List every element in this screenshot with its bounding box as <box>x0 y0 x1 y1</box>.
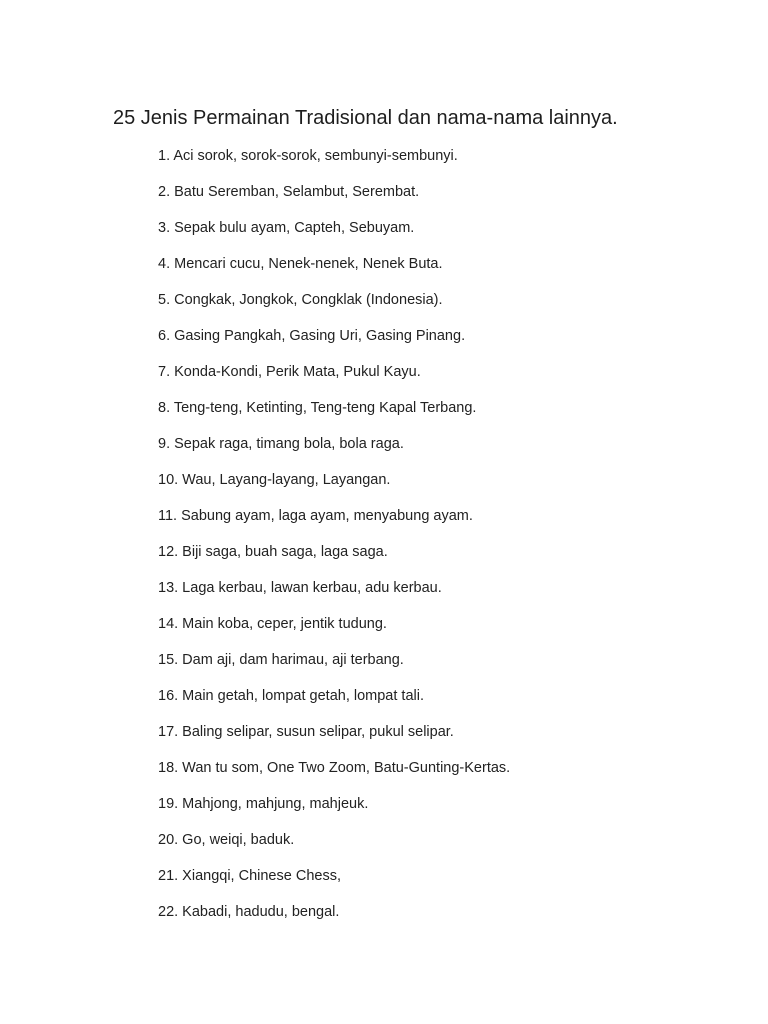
list-item: 8. Teng-teng, Ketinting, Teng-teng Kapal Terbang. <box>158 400 477 416</box>
list-item: 4. Mencari cucu, Nenek-nenek, Nenek Buta. <box>158 256 443 272</box>
list-item: 10. Wau, Layang-layang, Layangan. <box>158 472 391 488</box>
list-item: 5. Congkak, Jongkok, Congklak (Indonesia). <box>158 292 443 308</box>
list-item: 1. Aci sorok, sorok-sorok, sembunyi-sembunyi. <box>158 148 458 164</box>
list-item: 17. Baling selipar, susun selipar, pukul selipar. <box>158 724 454 740</box>
list-item: 11. Sabung ayam, laga ayam, menyabung ayam. <box>158 508 473 524</box>
list-item: 6. Gasing Pangkah, Gasing Uri, Gasing Pinang. <box>158 328 466 344</box>
list-item: 13. Laga kerbau, lawan kerbau, adu kerbau. <box>158 580 442 596</box>
list-item: 20. Go, weiqi, baduk. <box>158 832 295 848</box>
document-title: 25 Jenis Permainan Tradisional dan nama-nama lainnya. <box>113 107 618 129</box>
list-item: 19. Mahjong, mahjung, mahjeuk. <box>158 796 369 812</box>
list-item: 2. Batu Seremban, Selambut, Serembat. <box>158 184 420 200</box>
list-item: 9. Sepak raga, timang bola, bola raga. <box>158 436 404 452</box>
list-item: 7. Konda-Kondi, Perik Mata, Pukul Kayu. <box>158 364 421 380</box>
list-item: 15. Dam aji, dam harimau, aji terbang. <box>158 652 404 668</box>
list-item: 22. Kabadi, hadudu, bengal. <box>158 904 340 920</box>
list-item: 3. Sepak bulu ayam, Capteh, Sebuyam. <box>158 220 415 236</box>
list-item: 21. Xiangqi, Chinese Chess, <box>158 868 341 884</box>
list-item: 18. Wan tu som, One Two Zoom, Batu-Gunting-Kertas. <box>158 760 511 776</box>
games-list <box>158 146 510 938</box>
list-item: 14. Main koba, ceper, jentik tudung. <box>158 616 387 632</box>
list-item: 12. Biji saga, buah saga, laga saga. <box>158 544 388 560</box>
list-item: 16. Main getah, lompat getah, lompat tali. <box>158 688 424 704</box>
